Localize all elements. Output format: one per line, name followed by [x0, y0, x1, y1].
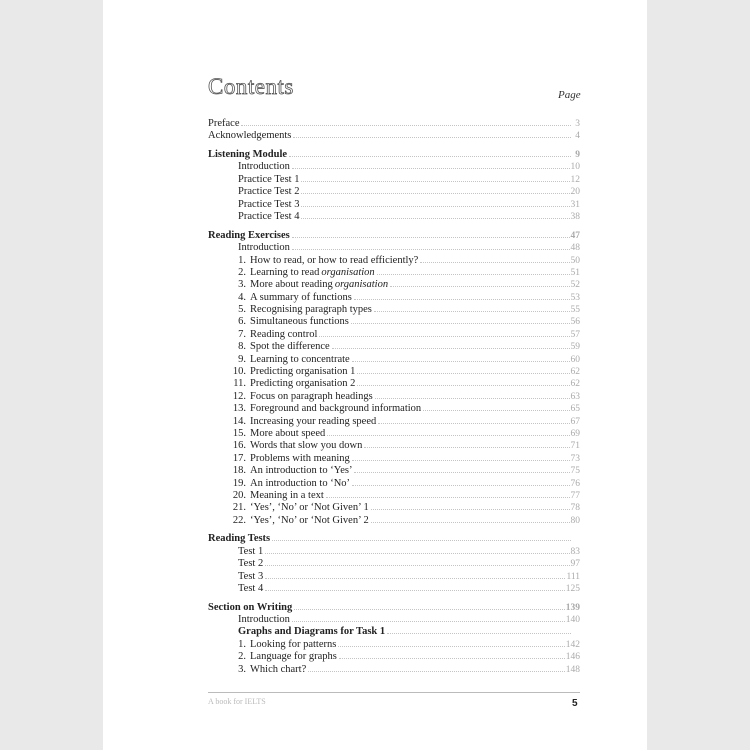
entry-page-number: 59: [570, 342, 580, 353]
toc-entry[interactable]: [208, 532, 580, 544]
dot-leader: [332, 340, 570, 349]
dot-leader: [338, 638, 564, 647]
entry-title-italic: organisation: [334, 279, 389, 291]
entry-page-number: 63: [570, 391, 580, 402]
entry-title: An introduction to ‘Yes’: [250, 465, 353, 477]
dot-leader: [319, 328, 569, 337]
entry-page-number: 80: [570, 515, 580, 526]
entry-number: 7.: [238, 328, 246, 340]
dot-leader: [265, 582, 565, 591]
entry-page-number: 69: [570, 428, 580, 439]
entry-page-number: 71: [570, 441, 580, 452]
entry-number: 6.: [238, 316, 246, 328]
dot-leader: [352, 452, 570, 461]
dot-leader: [301, 173, 569, 182]
toc-entry[interactable]: [208, 489, 580, 501]
entry-title: Words that slow you down: [250, 440, 363, 452]
entry-title: ‘Yes’, ‘No’ or ‘Not Given’ 1: [250, 502, 369, 514]
entry-title: Reading control: [250, 328, 318, 340]
entry-title: Introduction: [238, 242, 290, 254]
dot-leader: [420, 254, 569, 263]
entry-title-italic: organisation: [321, 266, 375, 278]
dot-leader: [352, 477, 569, 486]
entry-title: Foreground and background information: [250, 403, 422, 415]
toc-entry[interactable]: [208, 303, 580, 315]
entry-number: 14.: [232, 415, 246, 427]
dot-leader: [265, 557, 569, 566]
entry-number: 9.: [238, 353, 246, 365]
entry-page-number: 56: [570, 317, 580, 328]
dot-leader: [265, 545, 569, 554]
entry-page-number: 83: [570, 546, 580, 557]
entry-number: 3.: [238, 663, 246, 675]
entry-title: Looking for patterns: [250, 638, 337, 650]
dot-leader: [292, 160, 570, 169]
toc-entry[interactable]: [208, 185, 580, 197]
entry-title: Introduction: [238, 161, 290, 173]
toc-entry[interactable]: [208, 570, 580, 582]
entry-page-number: 73: [570, 453, 580, 464]
entry-page-number: 140: [565, 615, 580, 626]
entry-number: 5.: [238, 304, 246, 316]
toc-entry[interactable]: [208, 501, 580, 513]
dot-leader: [339, 650, 565, 659]
dot-leader: [357, 377, 569, 386]
entry-title: More about speed: [250, 427, 326, 439]
entry-page-number: 52: [570, 280, 580, 291]
entry-number: 11.: [233, 378, 246, 390]
entry-number: 12.: [232, 390, 246, 402]
entry-title: Simultaneous functions: [250, 316, 349, 328]
dot-leader: [301, 198, 569, 207]
entry-title: Test 4: [238, 582, 264, 594]
entry-title: Learning to concentrate: [250, 353, 350, 365]
toc-entry[interactable]: [208, 390, 580, 402]
entry-page-number: 31: [570, 199, 580, 210]
toc-entry[interactable]: [208, 173, 580, 185]
toc-entry[interactable]: [208, 582, 580, 594]
toc-entry[interactable]: [208, 514, 580, 526]
entry-number: 17.: [232, 452, 246, 464]
dot-leader: [371, 501, 570, 510]
toc-entry[interactable]: [208, 557, 580, 569]
dot-leader: [354, 464, 569, 473]
entry-title: Recognising paragraph types: [250, 304, 372, 316]
entry-number: 13.: [232, 403, 246, 415]
entry-page-number: 76: [570, 478, 580, 489]
toc-entry[interactable]: [208, 210, 580, 222]
dot-leader: [292, 229, 570, 238]
toc-entry[interactable]: [208, 625, 580, 637]
toc-entry[interactable]: [208, 291, 580, 303]
entry-page-number: 38: [570, 212, 580, 223]
dot-leader: [423, 402, 569, 411]
dot-leader: [301, 210, 569, 219]
entry-page-number: 148: [565, 664, 580, 675]
entry-number: 1.: [238, 638, 246, 650]
entry-page-number: 142: [565, 639, 580, 650]
entry-page-number: 62: [570, 379, 580, 390]
entry-title: Focus on paragraph headings: [250, 390, 373, 402]
entry-page-number: 97: [570, 559, 580, 570]
entry-title: Predicting organisation 1: [250, 366, 356, 378]
entry-title: Practice Test 2: [238, 186, 300, 198]
toc-entry[interactable]: [208, 328, 580, 340]
toc-entry[interactable]: [208, 477, 580, 489]
page-title: Contents: [208, 74, 294, 99]
dot-leader: [292, 241, 570, 250]
entry-page-number: 77: [570, 490, 580, 501]
dot-leader: [374, 303, 570, 312]
entry-title: Section on Writing: [208, 601, 293, 613]
entry-title: Graphs and Diagrams for Task 1: [238, 626, 386, 638]
entry-number: 20.: [232, 489, 246, 501]
entry-title: Problems with meaning: [250, 452, 350, 464]
entry-page-number: 3: [575, 119, 580, 129]
entry-page-number: 51: [570, 267, 580, 278]
dot-leader: [387, 625, 571, 634]
entry-title: Learning to read: [250, 266, 320, 278]
entry-number: 18.: [232, 465, 246, 477]
toc-entry[interactable]: [208, 638, 580, 650]
entry-page-number: 53: [570, 292, 580, 303]
entry-title: An introduction to ‘No’: [250, 477, 351, 489]
dot-leader: [292, 613, 565, 622]
entry-page-number: 48: [570, 243, 580, 254]
entry-page-number: 57: [570, 329, 580, 340]
entry-title: Acknowledgements: [208, 130, 292, 142]
toc-entry[interactable]: [208, 129, 580, 141]
toc-entry[interactable]: [208, 613, 580, 625]
toc-entry[interactable]: [208, 427, 580, 439]
dot-leader: [301, 185, 569, 194]
toc-entry[interactable]: [208, 464, 580, 476]
entry-page-number: 111: [566, 571, 580, 582]
entry-title: ‘Yes’, ‘No’ or ‘Not Given’ 2: [250, 514, 369, 526]
entry-number: 2.: [238, 266, 246, 278]
entry-page-number: 75: [570, 466, 580, 477]
entry-number: 16.: [232, 440, 246, 452]
toc-entry[interactable]: [208, 650, 580, 662]
toc-entry[interactable]: [208, 545, 580, 557]
dot-leader: [294, 601, 565, 610]
dot-leader: [390, 278, 569, 287]
entry-page-number: 139: [565, 602, 580, 613]
toc-entry[interactable]: [208, 160, 580, 172]
toc-entry[interactable]: [208, 198, 580, 210]
entry-number: 15.: [232, 427, 246, 439]
toc-entry[interactable]: [208, 353, 580, 365]
dot-leader: [272, 532, 571, 541]
dot-leader: [326, 489, 570, 498]
entry-page-number: 62: [570, 367, 580, 378]
entry-title: More about reading: [250, 279, 333, 291]
dot-leader: [351, 315, 570, 324]
entry-page-number: 65: [570, 404, 580, 415]
entry-title: Practice Test 4: [238, 211, 300, 223]
dot-leader: [377, 266, 570, 275]
entry-title: Introduction: [238, 614, 290, 626]
table-of-contents: [208, 117, 580, 675]
dot-leader: [364, 439, 569, 448]
dot-leader: [371, 514, 570, 523]
entry-number: 2.: [238, 651, 246, 663]
entry-title: Language for graphs: [250, 651, 337, 663]
entry-title: Reading Tests: [208, 533, 271, 545]
toc-entry[interactable]: [208, 365, 580, 377]
dot-leader: [357, 365, 569, 374]
entry-page-number: 67: [570, 416, 580, 427]
toc-entry[interactable]: [208, 601, 580, 613]
entry-number: 10.: [232, 366, 246, 378]
dot-leader: [265, 570, 565, 579]
toc-entry[interactable]: [208, 663, 580, 675]
entry-title: Meaning in a text: [250, 489, 324, 501]
entry-page-number: 9: [575, 150, 580, 161]
entry-title: Listening Module: [208, 149, 288, 161]
entry-page-number: 146: [565, 652, 580, 663]
entry-title: Reading Exercises: [208, 229, 290, 241]
entry-title: Test 2: [238, 558, 264, 570]
entry-number: 19.: [232, 477, 246, 489]
entry-page-number: 60: [570, 354, 580, 365]
toc-entry[interactable]: [208, 254, 580, 266]
toc-entry[interactable]: [208, 315, 580, 327]
entry-title: Increasing your reading speed: [250, 415, 377, 427]
document-page: [103, 0, 647, 750]
dot-leader: [241, 117, 571, 126]
entry-title: Practice Test 1: [238, 173, 300, 185]
entry-title: Which chart?: [250, 663, 307, 675]
toc-entry[interactable]: [208, 148, 580, 160]
toc-entry[interactable]: [208, 117, 580, 129]
page-column-header: Page: [558, 89, 581, 101]
dot-leader: [354, 291, 570, 300]
footer-book-title: A book for IELTS: [208, 697, 266, 706]
toc-entry[interactable]: [208, 241, 580, 253]
toc-entry[interactable]: [208, 402, 580, 414]
entry-title: Preface: [208, 118, 240, 129]
entry-number: 3.: [238, 279, 246, 291]
entry-title: Predicting organisation 2: [250, 378, 356, 390]
entry-title: Test 1: [238, 545, 264, 557]
entry-title: Practice Test 3: [238, 198, 300, 210]
entry-page-number: 12: [570, 174, 580, 185]
entry-page-number: 10: [570, 162, 580, 173]
dot-leader: [352, 353, 570, 362]
entry-page-number: 20: [570, 187, 580, 198]
toc-entry[interactable]: [208, 278, 580, 290]
entry-number: 4.: [238, 291, 246, 303]
entry-page-number: 55: [570, 305, 580, 316]
entry-page-number: 4: [575, 131, 580, 142]
dot-leader: [378, 415, 569, 424]
entry-number: 8.: [238, 341, 246, 353]
dot-leader: [308, 663, 564, 672]
toc-entry[interactable]: [208, 415, 580, 427]
toc-entry[interactable]: [208, 229, 580, 241]
entry-title: How to read, or how to read efficiently?: [250, 254, 419, 266]
toc-entry[interactable]: [208, 266, 580, 278]
entry-title: Test 3: [238, 570, 264, 582]
entry-title: A summary of functions: [250, 291, 352, 303]
toc-entry[interactable]: [208, 377, 580, 389]
toc-entry[interactable]: [208, 439, 580, 451]
toc-entry[interactable]: [208, 452, 580, 464]
entry-page-number: 78: [570, 503, 580, 514]
footer-divider: [208, 692, 580, 693]
dot-leader: [293, 129, 571, 138]
entry-page-number: 47: [570, 230, 580, 241]
footer-page-number: 5: [572, 698, 578, 709]
entry-page-number: 125: [565, 583, 580, 594]
toc-entry[interactable]: [208, 340, 580, 352]
dot-leader: [327, 427, 569, 436]
dot-leader: [375, 390, 570, 399]
entry-page-number: 50: [570, 255, 580, 266]
entry-number: 22.: [232, 514, 246, 526]
entry-number: 21.: [232, 502, 246, 514]
entry-title: Spot the difference: [250, 341, 330, 353]
dot-leader: [289, 148, 571, 157]
entry-number: 1.: [238, 254, 246, 266]
